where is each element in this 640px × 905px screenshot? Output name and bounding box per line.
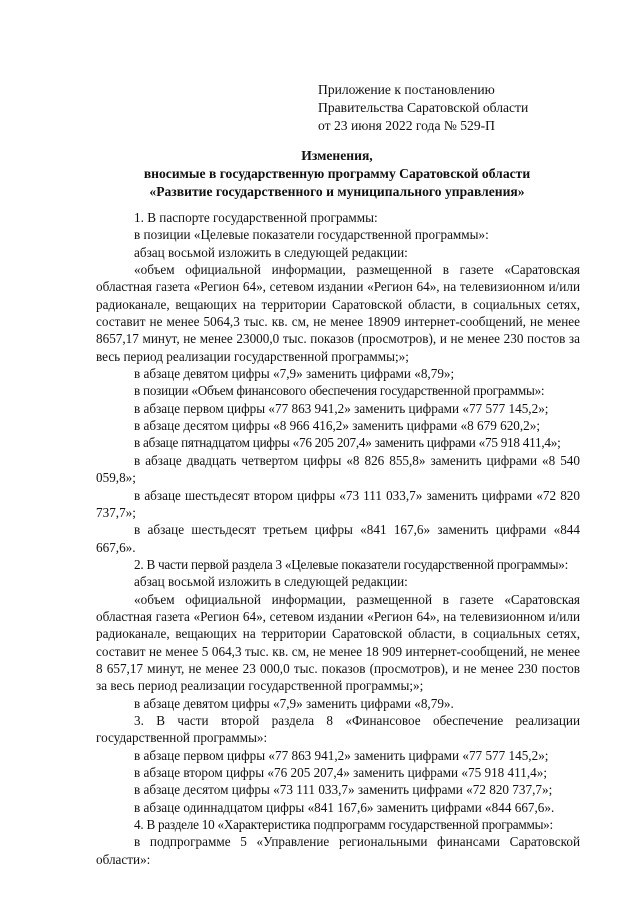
- paragraph: в абзаце втором цифры «76 205 207,4» заменить цифрами «75 918 411,4»;: [134, 765, 547, 780]
- paragraph: в абзаце десятом цифры «73 111 033,7» заменить цифрами «72 820 737,7»;: [134, 782, 553, 798]
- appendix-line: Приложение к постановлению: [318, 82, 495, 97]
- paragraph: «объем официальной информации, размещенной в газете «Саратовская областная газета «Регион 64», сетевом издании «Регион 64», на телевизионном и/или радиоканале, вещающих на территории Саратовской области, в социальных сетях, составит не менее 5 064,3 тыс. кв. см, не менее 18 909 интернет-сообщений, не менее 8 657,17 минут, не менее 23 000,0 тыс. показов (просмотров), и не менее 230 постов за весь период реализации государственной программы;»;: [96, 591, 580, 694]
- paragraph: абзац восьмой изложить в следующей редакции:: [134, 244, 408, 260]
- paragraph: в абзаце первом цифры «77 863 941,2» заменить цифрами «77 577 145,2»;: [134, 747, 549, 763]
- paragraph: в абзаце шестьдесят втором цифры «73 111 033,7» заменить цифрами «72 820 737,7»;: [96, 487, 580, 520]
- paragraph: в позиции «Целевые показатели государственной программы»:: [134, 227, 489, 243]
- paragraph: в абзаце пятнадцатом цифры «76 205 207,4» заменить цифрами «75 918 411,4»;: [134, 435, 561, 451]
- paragraph: «объем официальной информации, размещенной в газете «Саратовская областная газета «Регион 64», сетевом издании «Регион 64», на телевизионном и/или радиоканале, вещающих на территории Саратовской области, в социальных сетях, составит не менее 5064,3 тыс. кв. см, не менее 18909 интернет-сообщений, не менее 8657,17 минут, не менее 23000,0 тыс. показов (просмотров), и не менее 230 постов за весь период реализации государственной программы;»;: [96, 262, 580, 364]
- paragraph: 2. В части первой раздела 3 «Целевые показатели государственной программы»:: [134, 556, 568, 572]
- paragraph: в подпрограмме 5 «Управление региональными финансами Саратовской области»:: [96, 834, 580, 867]
- paragraph: 1. В паспорте государственной программы:: [134, 210, 378, 225]
- paragraph: в абзаце девятом цифры «7,9» заменить цифрами «8,79»;: [134, 366, 455, 382]
- title-line: Изменения,: [301, 148, 373, 163]
- paragraph: в абзаце десятом цифры «8 966 416,2» заменить цифрами «8 679 620,2»;: [134, 418, 541, 434]
- paragraph: в абзаце девятом цифры «7,9» заменить цифрами «8,79».: [134, 695, 454, 711]
- paragraph: абзац восьмой изложить в следующей редакции:: [134, 574, 408, 590]
- paragraph: в абзаце двадцать четвертом цифры «8 826 855,8» заменить цифрами «8 540 059,8»;: [96, 452, 580, 486]
- title-line: вносимые в государственную программу Саратовской области: [143, 166, 531, 181]
- paragraph: 4. В разделе 10 «Характеристика подпрограмм государственной программы»:: [134, 817, 553, 833]
- paragraph: 3. В части второй раздела 8 «Финансовое обеспечение реализации государственной программы»:: [96, 712, 580, 746]
- appendix-line: от 23 июня 2022 года № 529-П: [318, 118, 495, 133]
- title-line: «Развитие государственного и муниципального управления»: [149, 184, 525, 199]
- document-title: [96, 147, 578, 201]
- appendix-line: Правительства Саратовской области: [318, 100, 529, 115]
- paragraph: в абзаце одиннадцатом цифры «841 167,6» заменить цифрами «844 667,6».: [134, 799, 555, 815]
- paragraph: в позиции «Объем финансового обеспечения государственной программы»:: [134, 383, 545, 399]
- document-body: [96, 209, 580, 868]
- paragraph: в абзаце первом цифры «77 863 941,2» заменить цифрами «77 577 145,2»;: [134, 400, 549, 416]
- appendix-header: [318, 81, 528, 135]
- paragraph: в абзаце шестьдесят третьем цифры «841 167,6» заменить цифрами «844 667,6».: [96, 522, 580, 555]
